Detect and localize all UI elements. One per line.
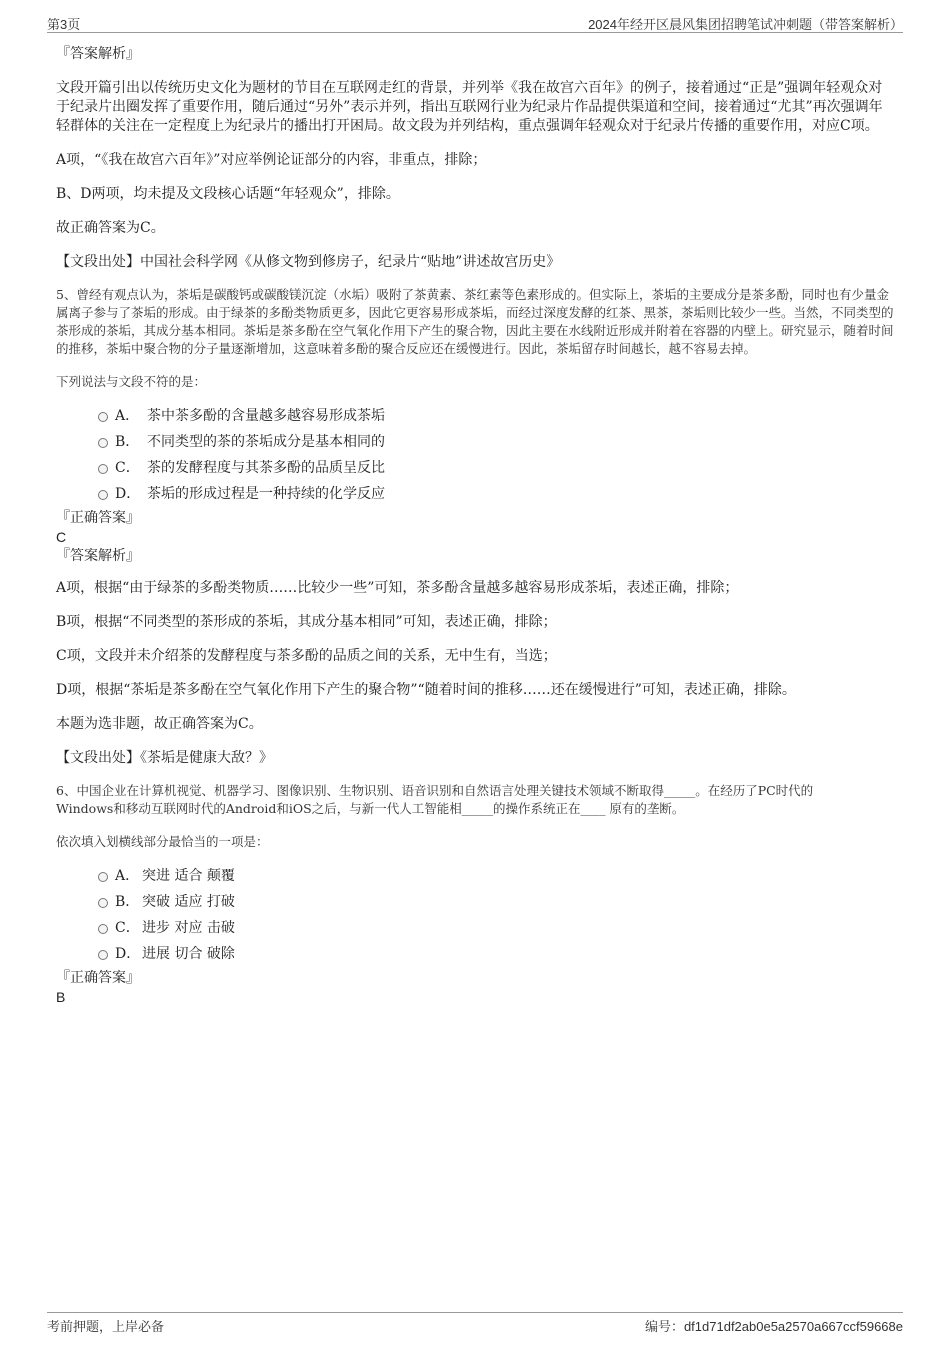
option-letter: B． [115, 434, 140, 450]
analysis-option-a: A项，“《我在故宫六百年》”对应举例论证部分的内容，非重点，排除； [56, 152, 487, 168]
source-citation: 【文段出处】《茶垢是健康大敌？》 [56, 750, 273, 766]
option-text: 不同类型的茶的茶垢成分是基本相同的 [147, 434, 385, 450]
analysis-conclusion: 本题为选非题，故正确答案为C。 [56, 716, 263, 732]
question-5-passage: 5、曾经有观点认为，茶垢是碳酸钙或碳酸镁沉淀（水垢）吸附了茶黄素、茶红素等色素形成的。但实际上，茶垢的主要成分是茶多酚，同时也有少量金属离子参与了茶垢的形成。由于绿茶的多酚类物质更多，因此它更容易形成茶垢，而经过深度发酵的红茶、黑茶，茶垢则比较少一些。当然，不同类型的茶形成的茶垢，其成分基本相同。茶垢是茶多酚在空气氧化作用下产生的聚合物，因此主要在水线附近形成并附着在容器的内壁上。研究显示，随着时间的推移，茶垢中聚合物的分子量逐渐增加，这意味着多酚的聚合反应还在缓慢进行。因此，茶垢留存时间越长，越不容易去掉。 [56, 287, 894, 356]
option-text: 茶中茶多酚的含量越多越容易形成茶垢 [147, 408, 385, 424]
option-text: 突进 适合 颠覆 [142, 868, 235, 884]
option-letter: B． [115, 894, 140, 910]
analysis-label: 『答案解析』 [56, 46, 140, 62]
option-d[interactable] [56, 941, 896, 967]
radio-icon[interactable] [98, 872, 108, 882]
analysis-conclusion: 故正确答案为C。 [56, 220, 165, 236]
question-6-passage-line-1: 6、中国企业在计算机视觉、机器学习、图像识别、生物识别、语音识别和自然语言处理关键技术领域不断取得_____。在经历了PC时代的 [56, 783, 814, 798]
analysis-line-b: B项，根据“不同类型的茶形成的茶垢，其成分基本相同”可知，表述正确，排除； [56, 614, 557, 630]
option-letter: D． [115, 946, 141, 962]
option-text: 进展 切合 破除 [142, 946, 235, 962]
correct-answer-label: 『正确答案』 [56, 510, 140, 526]
option-text: 突破 适应 打破 [142, 894, 235, 910]
footer-slogan: 考前押题，上岸必备 [47, 1319, 165, 1334]
analysis-paragraph: 文段开篇引出以传统历史文化为题材的节目在互联网走红的背景，并列举《我在故宫六百年》的例子，接着通过“正是”强调年轻观众对于纪录片出圈发挥了重要作用，随后通过“另外”表示并列，指出互联网行业为纪录片作品提供渠道和空间，接着通过“尤其”再次强调年轻群体的关注在一定程度上为纪录片的播出打开困局。故文段为并列结构，重点强调年轻观众对于纪录片传播的重要作用，对应C项。 [56, 80, 883, 134]
question-5-prompt: 下列说法与文段不符的是： [56, 374, 207, 389]
analysis-option-bd: B、D两项，均未提及文段核心话题“年轻观众”，排除。 [56, 186, 400, 202]
radio-icon[interactable] [98, 950, 108, 960]
analysis-line-d: D项，根据“茶垢是茶多酚在空气氧化作用下产生的聚合物”“随着时间的推移……还在缓慢进行”可知，表述正确，排除。 [56, 682, 796, 698]
radio-icon[interactable] [98, 898, 108, 908]
option-b[interactable] [56, 429, 896, 455]
option-a[interactable] [56, 403, 896, 429]
option-text: 茶垢的形成过程是一种持续的化学反应 [147, 486, 385, 502]
analysis-label: 『答案解析』 [56, 548, 140, 564]
option-b[interactable] [56, 889, 896, 915]
option-letter: A． [115, 868, 140, 884]
page-header [47, 12, 903, 33]
analysis-line-a: A项，根据“由于绿茶的多酚类物质……比较少一些”可知，茶多酚含量越多越容易形成茶垢，表述正确，排除； [56, 580, 739, 596]
question-6-options [56, 863, 896, 967]
correct-answer: B [56, 989, 66, 1005]
option-d[interactable] [56, 481, 896, 507]
option-c[interactable] [56, 455, 896, 481]
radio-icon[interactable] [98, 464, 108, 474]
page-content [56, 45, 896, 1006]
option-a[interactable] [56, 863, 896, 889]
option-text: 茶的发酵程度与其茶多酚的品质呈反比 [147, 460, 385, 476]
option-letter: C． [115, 460, 140, 476]
radio-icon[interactable] [98, 412, 108, 422]
document-title: 2024年经开区晨风集团招聘笔试冲刺题（带答案解析） [588, 17, 903, 32]
correct-answer: C [56, 529, 67, 545]
source-citation: 【文段出处】中国社会科学网《从修文物到修房子，纪录片“贴地”讲述故宫历史》 [56, 254, 561, 270]
radio-icon[interactable] [98, 924, 108, 934]
radio-icon[interactable] [98, 490, 108, 500]
page-footer [47, 1312, 903, 1333]
question-5-options [56, 403, 896, 507]
page-number: 第3页 [47, 17, 81, 32]
document-code: 编号：df1d71df2ab0e5a2570a667ccf59668e [644, 1319, 903, 1334]
option-c[interactable] [56, 915, 896, 941]
correct-answer-label: 『正确答案』 [56, 970, 140, 986]
option-text: 进步 对应 击破 [142, 920, 235, 936]
option-letter: C． [115, 920, 140, 936]
option-letter: A． [115, 408, 140, 424]
option-letter: D． [115, 486, 141, 502]
question-6-passage-line-2: Windows和移动互联网时代的Android和iOS之后，与新一代人工智能相_____的操作系统正在____ 原有的垄断。 [56, 801, 685, 816]
question-6-prompt: 依次填入划横线部分最恰当的一项是： [56, 834, 269, 849]
radio-icon[interactable] [98, 438, 108, 448]
analysis-line-c: C项，文段并未介绍茶的发酵程度与茶多酚的品质之间的关系，无中生有，当选； [56, 648, 557, 664]
